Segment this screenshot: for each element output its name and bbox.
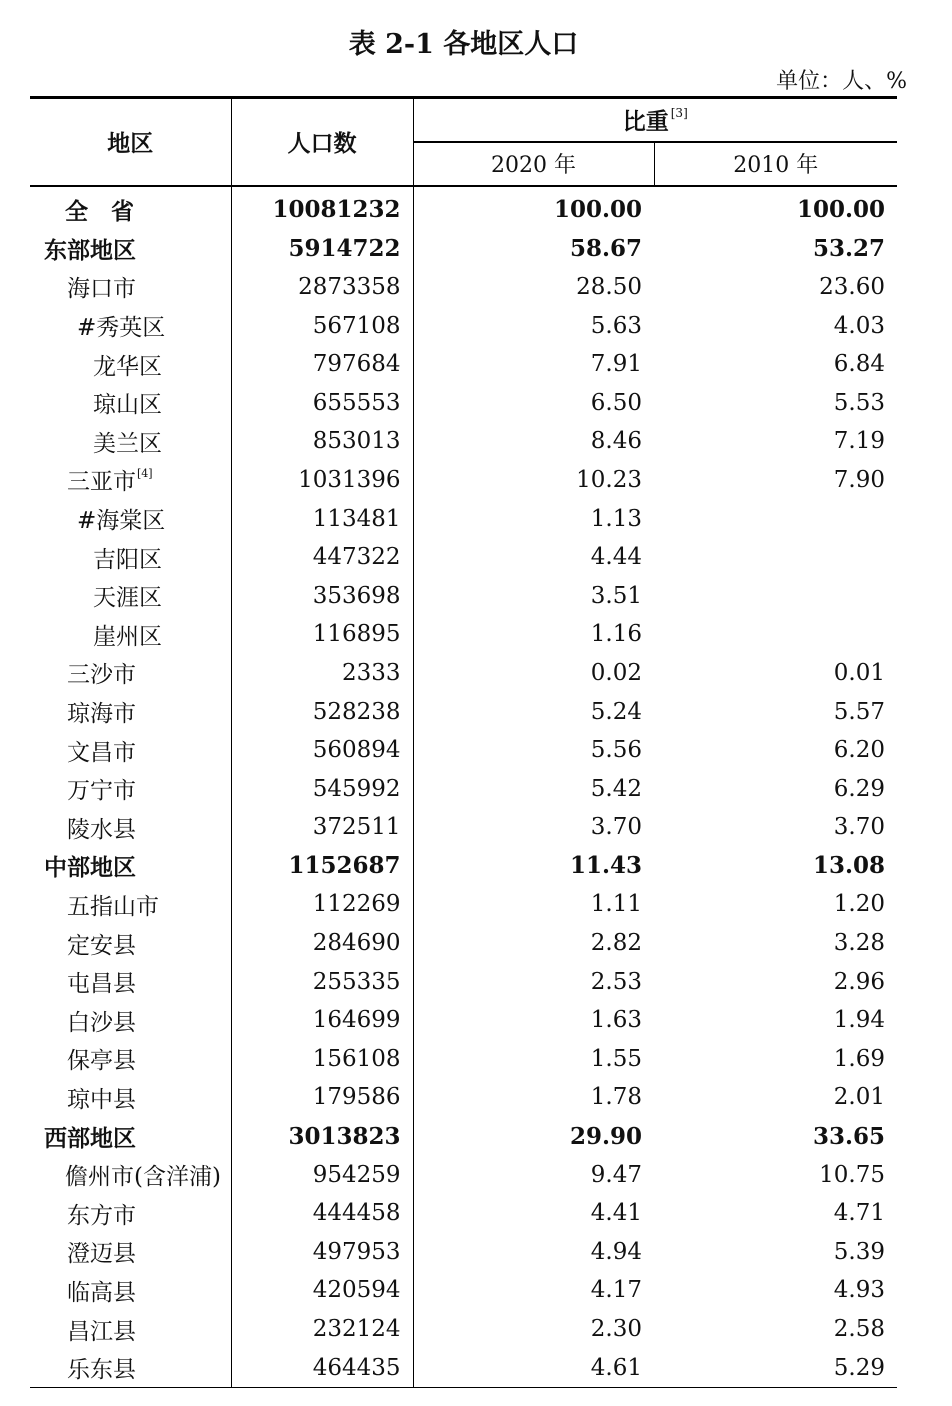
share-2010-value: 2.58 xyxy=(833,1316,885,1343)
region-name-cell xyxy=(30,615,231,654)
region-name-cell xyxy=(30,186,231,230)
share-2010-value: 100.00 xyxy=(796,196,885,224)
table-row xyxy=(30,1233,897,1272)
share-2010-value: 53.27 xyxy=(812,234,885,262)
table-row xyxy=(30,1001,897,1040)
share-2020-value: 4.94 xyxy=(590,1238,642,1265)
table-row xyxy=(30,615,897,654)
share-2020-value: 1.11 xyxy=(590,891,642,918)
table-row xyxy=(30,1348,897,1387)
region-name: 西部地区 xyxy=(44,1124,136,1152)
population-value: 1031396 xyxy=(231,461,413,500)
table-row xyxy=(30,1310,897,1349)
region-name: #秀英区 xyxy=(77,315,166,342)
share-2020-value: 1.63 xyxy=(590,1007,642,1034)
table-row xyxy=(30,538,897,577)
region-name: 吉阳区 xyxy=(93,546,162,573)
share-2020-value: 1.16 xyxy=(590,621,642,648)
population-value: 447322 xyxy=(231,538,413,577)
region-name: 琼山区 xyxy=(93,392,162,419)
share-2010-value: 5.53 xyxy=(833,389,885,416)
header-share xyxy=(413,98,897,142)
table-row xyxy=(30,1040,897,1079)
region-name-cell xyxy=(30,538,231,577)
region-name-cell xyxy=(30,499,231,538)
share-2020-value: 4.44 xyxy=(590,544,642,571)
region-name-cell xyxy=(30,1271,231,1310)
region-name-cell xyxy=(30,1078,231,1117)
share-2010-value xyxy=(654,538,897,577)
table-row xyxy=(30,461,897,500)
header-share-label: 比重 xyxy=(622,108,669,136)
share-2020-value: 4.17 xyxy=(590,1277,642,1304)
population-value: 116895 xyxy=(231,615,413,654)
population-value: 444458 xyxy=(231,1194,413,1233)
table-row xyxy=(30,229,897,268)
share-2020-value: 1.13 xyxy=(590,505,642,532)
share-2010-value: 0.01 xyxy=(833,659,885,686)
share-2010-value: 3.28 xyxy=(833,930,885,957)
population-value: 528238 xyxy=(231,692,413,731)
population-value: 560894 xyxy=(231,731,413,770)
region-name-cell xyxy=(30,229,231,268)
share-2020-value: 1.55 xyxy=(590,1045,642,1072)
region-name-cell xyxy=(30,885,231,924)
share-2010-value: 2.01 xyxy=(833,1084,885,1111)
share-2010-value: 1.94 xyxy=(833,1007,885,1034)
share-2020-value: 5.24 xyxy=(590,698,642,725)
table-row xyxy=(30,769,897,808)
population-value: 3013823 xyxy=(231,1117,413,1156)
share-2020-value: 5.63 xyxy=(590,312,642,339)
table-row xyxy=(30,731,897,770)
region-name: 中部地区 xyxy=(44,854,136,882)
table-row xyxy=(30,1078,897,1117)
region-name-cell xyxy=(30,1117,231,1156)
share-2020-value: 4.41 xyxy=(590,1200,642,1227)
share-2010-value xyxy=(654,499,897,538)
region-name: 乐东县 xyxy=(67,1357,136,1384)
table-row xyxy=(30,924,897,963)
share-2010-value: 6.20 xyxy=(833,737,885,764)
share-2010-value: 5.29 xyxy=(654,1348,897,1387)
share-2020-value: 7.91 xyxy=(590,351,642,378)
region-name-cell xyxy=(30,345,231,384)
share-2010-value: 3.70 xyxy=(833,814,885,841)
header-year-2020: 2020 年 xyxy=(413,142,654,186)
region-name: 澄迈县 xyxy=(67,1241,136,1268)
population-value: 255335 xyxy=(231,962,413,1001)
region-name-cell xyxy=(30,268,231,307)
region-name: #海棠区 xyxy=(77,508,166,535)
share-2020-value: 11.43 xyxy=(569,852,642,880)
share-2020-value: 3.70 xyxy=(590,814,642,841)
region-name: 全 省 xyxy=(65,198,134,226)
population-value: 545992 xyxy=(231,769,413,808)
region-name-cell xyxy=(30,654,231,693)
population-value: 372511 xyxy=(231,808,413,847)
share-2020-value: 4.61 xyxy=(413,1348,654,1387)
table-row xyxy=(30,306,897,345)
table-row xyxy=(30,692,897,731)
population-value: 112269 xyxy=(231,885,413,924)
region-name: 保亭县 xyxy=(67,1048,136,1075)
table-row xyxy=(30,1194,897,1233)
share-2010-value: 10.75 xyxy=(819,1161,885,1188)
population-value: 567108 xyxy=(231,306,413,345)
table-row xyxy=(30,345,897,384)
region-name: 陵水县 xyxy=(67,816,136,843)
region-name: 文昌市 xyxy=(67,739,136,766)
table-row xyxy=(30,422,897,461)
unit-label: 单位：人、% xyxy=(776,69,907,94)
share-2020-value: 2.30 xyxy=(590,1316,642,1343)
population-value: 954259 xyxy=(231,1155,413,1194)
share-2020-value: 3.51 xyxy=(590,582,642,609)
population-value: 853013 xyxy=(231,422,413,461)
share-2010-value: 7.90 xyxy=(833,466,885,493)
population-value: 1152687 xyxy=(231,847,413,886)
region-name: 屯昌县 xyxy=(67,971,136,998)
region-name-cell xyxy=(30,692,231,731)
share-2020-value: 5.42 xyxy=(590,775,642,802)
region-name-cell xyxy=(30,1233,231,1272)
share-2010-value: 1.69 xyxy=(833,1045,885,1072)
share-2010-value: 23.60 xyxy=(819,273,885,300)
table-row xyxy=(30,885,897,924)
region-name-cell xyxy=(30,769,231,808)
population-value: 284690 xyxy=(231,924,413,963)
population-value: 655553 xyxy=(231,383,413,422)
header-region: 地区 xyxy=(30,98,231,186)
share-2020-value: 2.82 xyxy=(590,930,642,957)
share-2010-value: 6.29 xyxy=(833,775,885,802)
population-value: 420594 xyxy=(231,1271,413,1310)
table-row xyxy=(30,847,897,886)
region-name: 美兰区 xyxy=(93,430,162,457)
region-name-cell xyxy=(30,461,231,500)
share-2010-value xyxy=(654,576,897,615)
share-2020-value: 28.50 xyxy=(576,273,642,300)
table-row xyxy=(30,186,897,230)
table-row xyxy=(30,383,897,422)
population-value: 797684 xyxy=(231,345,413,384)
header-year-2010: 2010 年 xyxy=(654,142,897,186)
region-name: 琼中县 xyxy=(67,1086,136,1113)
region-name: 东方市 xyxy=(67,1202,136,1229)
region-name: 临高县 xyxy=(67,1279,136,1306)
population-value: 5914722 xyxy=(231,229,413,268)
share-2010-value: 1.20 xyxy=(833,891,885,918)
share-2020-value: 10.23 xyxy=(576,466,642,493)
region-name-cell xyxy=(30,1001,231,1040)
population-value: 2333 xyxy=(231,654,413,693)
population-table xyxy=(30,96,897,1388)
population-value: 179586 xyxy=(231,1078,413,1117)
region-name: 三亚市 xyxy=(67,469,136,496)
table-row xyxy=(30,654,897,693)
share-2010-value: 5.39 xyxy=(833,1238,885,1265)
share-2010-value xyxy=(654,615,897,654)
region-name: 白沙县 xyxy=(67,1009,136,1036)
region-name-cell xyxy=(30,731,231,770)
share-2010-value: 13.08 xyxy=(812,852,885,880)
share-2010-value: 4.93 xyxy=(833,1277,885,1304)
population-value: 164699 xyxy=(231,1001,413,1040)
share-2020-value: 2.53 xyxy=(590,968,642,995)
population-value: 2873358 xyxy=(231,268,413,307)
share-2020-value: 1.78 xyxy=(590,1084,642,1111)
population-value: 353698 xyxy=(231,576,413,615)
region-name-cell xyxy=(30,1040,231,1079)
region-name: 龙华区 xyxy=(93,353,162,380)
region-name-cell xyxy=(30,576,231,615)
share-2010-value: 33.65 xyxy=(812,1122,885,1150)
region-name-cell xyxy=(30,422,231,461)
share-2010-value: 4.71 xyxy=(833,1200,885,1227)
share-2020-value: 6.50 xyxy=(590,389,642,416)
region-name-cell xyxy=(30,962,231,1001)
region-note: [4] xyxy=(137,467,153,481)
region-name: 儋州市(含洋浦) xyxy=(65,1164,221,1191)
table-row xyxy=(30,499,897,538)
region-name-cell xyxy=(30,847,231,886)
share-2020-value: 0.02 xyxy=(590,659,642,686)
region-name-cell xyxy=(30,306,231,345)
table-row xyxy=(30,576,897,615)
share-2010-value: 6.84 xyxy=(833,351,885,378)
population-value: 464435 xyxy=(231,1348,413,1387)
region-name-cell xyxy=(30,808,231,847)
share-2020-value: 100.00 xyxy=(553,196,642,224)
share-2010-value: 7.19 xyxy=(833,428,885,455)
share-2010-value: 5.57 xyxy=(833,698,885,725)
share-2010-value: 2.96 xyxy=(833,968,885,995)
table-row xyxy=(30,1271,897,1310)
share-2010-value: 4.03 xyxy=(833,312,885,339)
share-2020-value: 5.56 xyxy=(590,737,642,764)
region-name: 天涯区 xyxy=(93,585,162,612)
region-name-cell xyxy=(30,1348,231,1387)
region-name: 三沙市 xyxy=(67,662,136,689)
population-value: 232124 xyxy=(231,1310,413,1349)
population-value: 156108 xyxy=(231,1040,413,1079)
region-name: 昌江县 xyxy=(67,1318,136,1345)
table-row xyxy=(30,1117,897,1156)
share-2020-value: 29.90 xyxy=(569,1122,642,1150)
table-row xyxy=(30,1155,897,1194)
region-name: 定安县 xyxy=(67,932,136,959)
table-title: 表 2-1 各地区人口 xyxy=(348,29,579,60)
table-row xyxy=(30,808,897,847)
region-name-cell xyxy=(30,1155,231,1194)
share-2020-value: 58.67 xyxy=(569,234,642,262)
region-name: 崖州区 xyxy=(93,623,162,650)
population-value: 113481 xyxy=(231,499,413,538)
share-2020-value: 9.47 xyxy=(590,1161,642,1188)
table-row xyxy=(30,962,897,1001)
region-name-cell xyxy=(30,383,231,422)
region-name: 东部地区 xyxy=(44,236,136,264)
share-2020-value: 8.46 xyxy=(590,428,642,455)
region-name-cell xyxy=(30,924,231,963)
region-name-cell xyxy=(30,1310,231,1349)
table-row xyxy=(30,268,897,307)
header-population: 人口数 xyxy=(231,98,413,186)
region-name-cell xyxy=(30,1194,231,1233)
table-body xyxy=(30,186,897,1388)
header-share-note: [3] xyxy=(670,106,688,121)
region-name: 琼海市 xyxy=(67,701,136,728)
region-name: 五指山市 xyxy=(67,893,159,920)
population-value: 10081232 xyxy=(231,186,413,230)
region-name: 万宁市 xyxy=(67,778,136,805)
population-value: 497953 xyxy=(231,1233,413,1272)
region-name: 海口市 xyxy=(67,276,136,303)
